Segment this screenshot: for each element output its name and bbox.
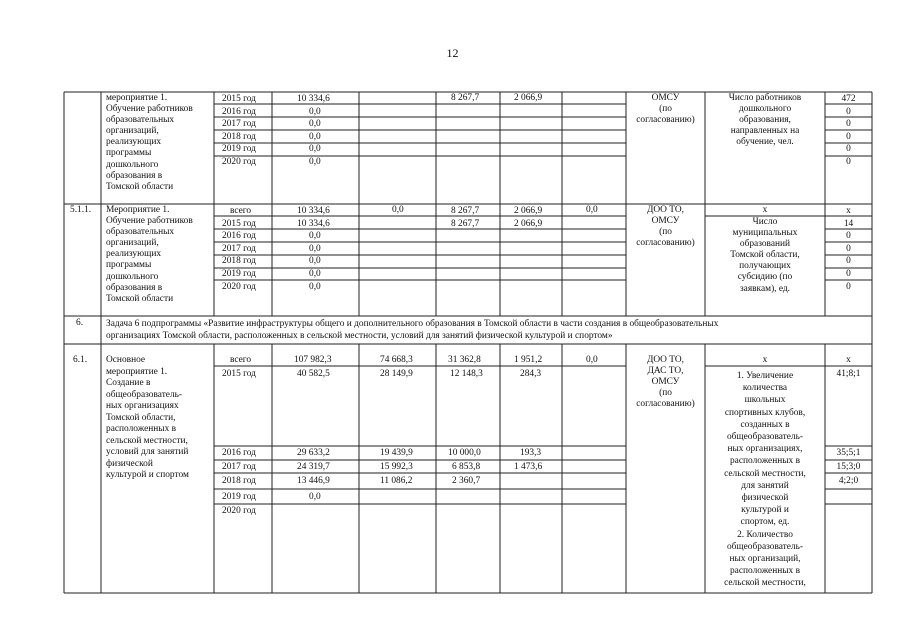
regional-value: 8 267,7 [451,93,480,103]
indicator-name: Число работников дошкольного образования, направленных на обучение, чел. [728,93,802,148]
indicator-values: х 14 0 0 0 0 0 [843,206,854,292]
executor: ОМСУ (по согласованию) [636,93,695,126]
task-title: Задача 6 подпрограммы «Развитие инфраструктуры общего и дополнительного образования в Томской области в части создания в общеобразовательных организациях Томской области, расположенных в сельской местности, условий для занятий физической культурой и спортом» [106,319,719,341]
year-list: всего 2015 год 2016 год 2017 год 2018 год 2019 год 2020 год [222,206,256,292]
local-all: 1 951,2 [514,355,543,365]
other-value: 0,0 [586,205,598,215]
regional-2016: 10 000,0 [448,448,481,458]
local-2016: 193,3 [520,448,542,458]
indicator-name: 1. Увеличение количества школьных спортивных клубов, созданных в общеобразователь- ных организациях, расположенных в сельской местности, для занятий физической культурой и спортом, ед. 2. Количество общеобразователь- ных организаций, расположенных в сельской местности, [724,371,806,589]
year-all: всего [230,355,252,365]
row-number: 6. [76,318,84,328]
local-2015: 284,3 [520,369,542,379]
federal-2018: 11 086,2 [380,476,413,486]
total-all: 107 982,3 [294,355,332,365]
indicator-value-2017: 15;3;0 [836,462,861,472]
other-all: 0,0 [586,355,598,365]
total-values: 10 334,6 0,0 0,0 0,0 0,0 0,0 [297,94,330,167]
year-2020: 2020 год [222,506,256,516]
year-2016: 2016 год [222,448,256,458]
row-number: 6.1. [73,355,88,365]
regional-values: 8 267,7 8 267,7 [451,206,480,229]
indicator-all: х [762,355,768,365]
federal-2015: 28 149,9 [380,369,413,379]
page-number: 12 [446,46,459,60]
indicator-values: 472 0 0 0 0 0 [841,94,856,167]
year-2015: 2015 год [222,369,256,379]
total-2019: 0,0 [309,492,321,502]
federal-value: 0,0 [392,205,404,215]
year-2017: 2017 год [222,462,256,472]
federal-2016: 19 439,9 [380,448,413,458]
total-2017: 24 319,7 [297,462,330,472]
year-2019: 2019 год [222,492,256,502]
measure-name: Мероприятие 1. Обучение работников образовательных организаций, реализующих программы дошкольного образования в Томской области [106,205,193,304]
regional-2017: 6 853,8 [452,462,481,472]
total-2015: 40 582,5 [297,369,330,379]
executor: ДОО ТО, ОМСУ (по согласованию) [636,205,695,249]
federal-all: 74 668,3 [380,355,413,365]
indicator-all: х [762,205,768,215]
regional-2018: 2 360,7 [452,476,481,486]
regional-all: 31 362,8 [448,355,481,365]
indicator-value-2016: 35;5;1 [836,448,861,458]
indicator-name: Число муниципальных образований Томской области, получающих субсидию (по заявкам), ед. [730,217,800,294]
executor: ДОО ТО, ДАС ТО, ОМСУ (по согласованию) [636,355,695,410]
indicator-value-2015: 41;8;1 [836,369,861,379]
measure-name: мероприятие 1. Обучение работников образовательных организаций, реализующих программы дошкольного образования в Томской области [106,93,193,192]
indicator-value-all: х [846,355,851,365]
local-values: 2 066,9 2 066,9 [514,206,543,229]
local-2017: 1 473,6 [514,462,543,472]
local-value: 2 066,9 [514,93,543,103]
total-values: 10 334,6 10 334,6 0,0 0,0 0,0 0,0 0,0 [297,206,330,292]
year-2018: 2018 год [222,476,256,486]
row-number: 5.1.1. [70,205,92,215]
total-2016: 29 633,2 [297,448,330,458]
measure-name: Основное мероприятие 1. Создание в общеобразователь- ных организациях Томской области, расположенных в сельской местности, условий для занятий физической культурой и спортом [106,355,189,480]
year-list: 2015 год 2016 год 2017 год 2018 год 2019 год 2020 год [222,94,256,167]
total-2018: 13 446,9 [297,476,330,486]
indicator-value-2018: 4;2;0 [838,476,859,486]
regional-2015: 12 148,3 [450,369,483,379]
federal-2017: 15 992,3 [380,462,413,472]
